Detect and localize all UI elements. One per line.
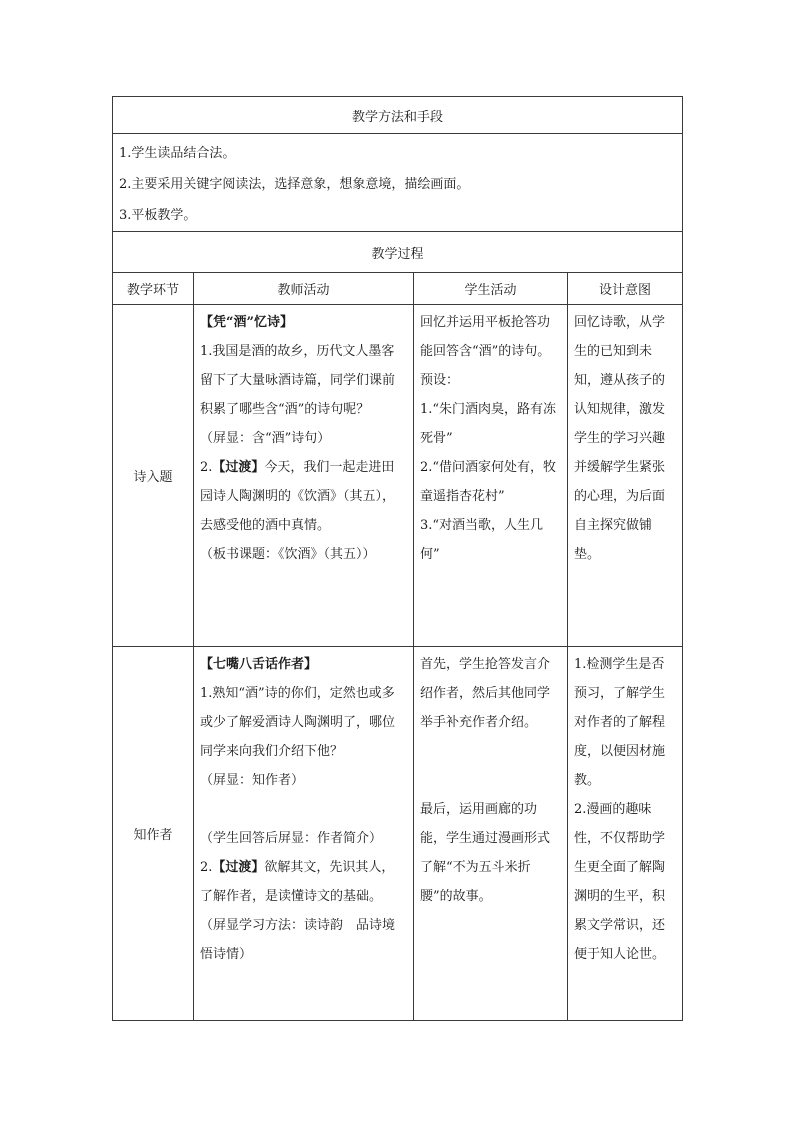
teacher-activity-cell — [194, 305, 414, 647]
stage-cell: 诗入题 — [113, 305, 194, 647]
student-paragraph: 2.“借问酒家何处有，牧童遥指杏花村” — [420, 460, 557, 504]
intent-paragraph: 1.检测学生是否预习，了解学生对作者的了解程度，以便因材施教。 — [574, 657, 666, 788]
method-item: 3.平板教学。 — [119, 208, 197, 223]
column-header-row — [113, 273, 683, 305]
methods-list — [113, 134, 683, 232]
spacer — [420, 766, 561, 795]
col-header-stage: 教学环节 — [113, 273, 194, 305]
student-paragraph: 最后，运用画廊的功能，学生通过漫画形式了解“不为五斗米折腰”的故事。 — [420, 802, 551, 904]
process-title-row — [113, 232, 683, 273]
method-item: 1.学生读品结合法。 — [119, 146, 236, 161]
paragraph-text: 今天，我们一起走进田园诗人陶渊明的《饮酒》（其五），去感受他的酒中真情。 — [200, 460, 396, 533]
col-header-intent: 设计意图 — [568, 273, 683, 305]
paragraph-number: 2. — [200, 860, 213, 875]
process-title: 教学过程 — [113, 232, 683, 273]
col-header-student: 学生活动 — [414, 273, 568, 305]
paragraph-number: 2. — [200, 460, 213, 475]
student-activity-cell — [414, 305, 568, 647]
activity-note: （板书课题：《饮酒》（其五）） — [200, 547, 376, 562]
activity-paragraph — [200, 853, 407, 911]
student-paragraph: 回忆并运用平板抢答功能回答含“酒”的诗句。 — [420, 315, 551, 359]
methods-title-row — [113, 97, 683, 134]
col-header-teacher: 教师活动 — [194, 273, 414, 305]
student-paragraph: 预设： — [420, 373, 460, 388]
activity-note: （屏显：含“酒”诗句） — [200, 431, 331, 446]
activity-paragraph: 1.熟知“酒”诗的你们，定然也或多或少了解爱酒诗人陶渊明了，哪位同学来向我们介绍下他？ — [200, 686, 396, 759]
methods-row — [113, 134, 683, 232]
student-paragraph: 首先，学生抢答发言介绍作者，然后其他同学举手补充作者介绍。 — [420, 657, 551, 730]
activity-heading: 【凭“酒”忆诗】 — [200, 315, 293, 330]
table-row — [113, 647, 683, 1021]
intent-paragraph: 2.漫画的趣味性，不仅帮助学生更全面了解陶渊明的生平，积累文学常识，还便于知人论世。 — [574, 802, 666, 962]
method-item: 2.主要采用关键字阅读法，选择意象，想象意境，描绘画面。 — [119, 177, 470, 192]
teacher-activity-cell — [194, 647, 414, 1021]
spacer — [420, 737, 561, 766]
student-paragraph: 1.“朱门酒肉臭，路有冻死骨” — [420, 402, 557, 446]
design-intent-cell — [568, 305, 683, 647]
activity-paragraph — [200, 453, 407, 540]
activity-note: （屏显：知作者） — [200, 773, 305, 788]
spacer — [200, 795, 407, 824]
activity-paragraph: 1.我国是酒的故乡，历代文人墨客留下了大量咏酒诗篇，同学们课前积累了哪些含“酒”的诗句呢？ — [200, 344, 396, 417]
student-activity-cell — [414, 647, 568, 1021]
student-paragraph: 3.“对酒当歌，人生几何” — [420, 518, 544, 562]
transition-label: 【过渡】 — [212, 460, 265, 475]
table-row — [113, 305, 683, 647]
design-intent-cell — [568, 647, 683, 1021]
stage-cell: 知作者 — [113, 647, 194, 1021]
activity-heading: 【七嘴八舌话作者】 — [200, 657, 318, 672]
activity-note: （学生回答后屏显：作者简介） — [200, 831, 383, 846]
methods-title: 教学方法和手段 — [113, 97, 683, 134]
transition-label: 【过渡】 — [212, 860, 265, 875]
activity-note: （屏显学习方法：读诗韵 品诗境悟诗情） — [200, 918, 396, 962]
intent-paragraph: 回忆诗歌，从学生的已知到未知，遵从孩子的认知规律，激发学生的学习兴趣并缓解学生紧张的心理，为后面自主探究做铺垫。 — [574, 315, 666, 562]
lesson-plan-table — [112, 96, 683, 1021]
paragraph-text: 欲解其文，先识其人，了解作者，是读懂诗文的基础。 — [200, 860, 395, 904]
